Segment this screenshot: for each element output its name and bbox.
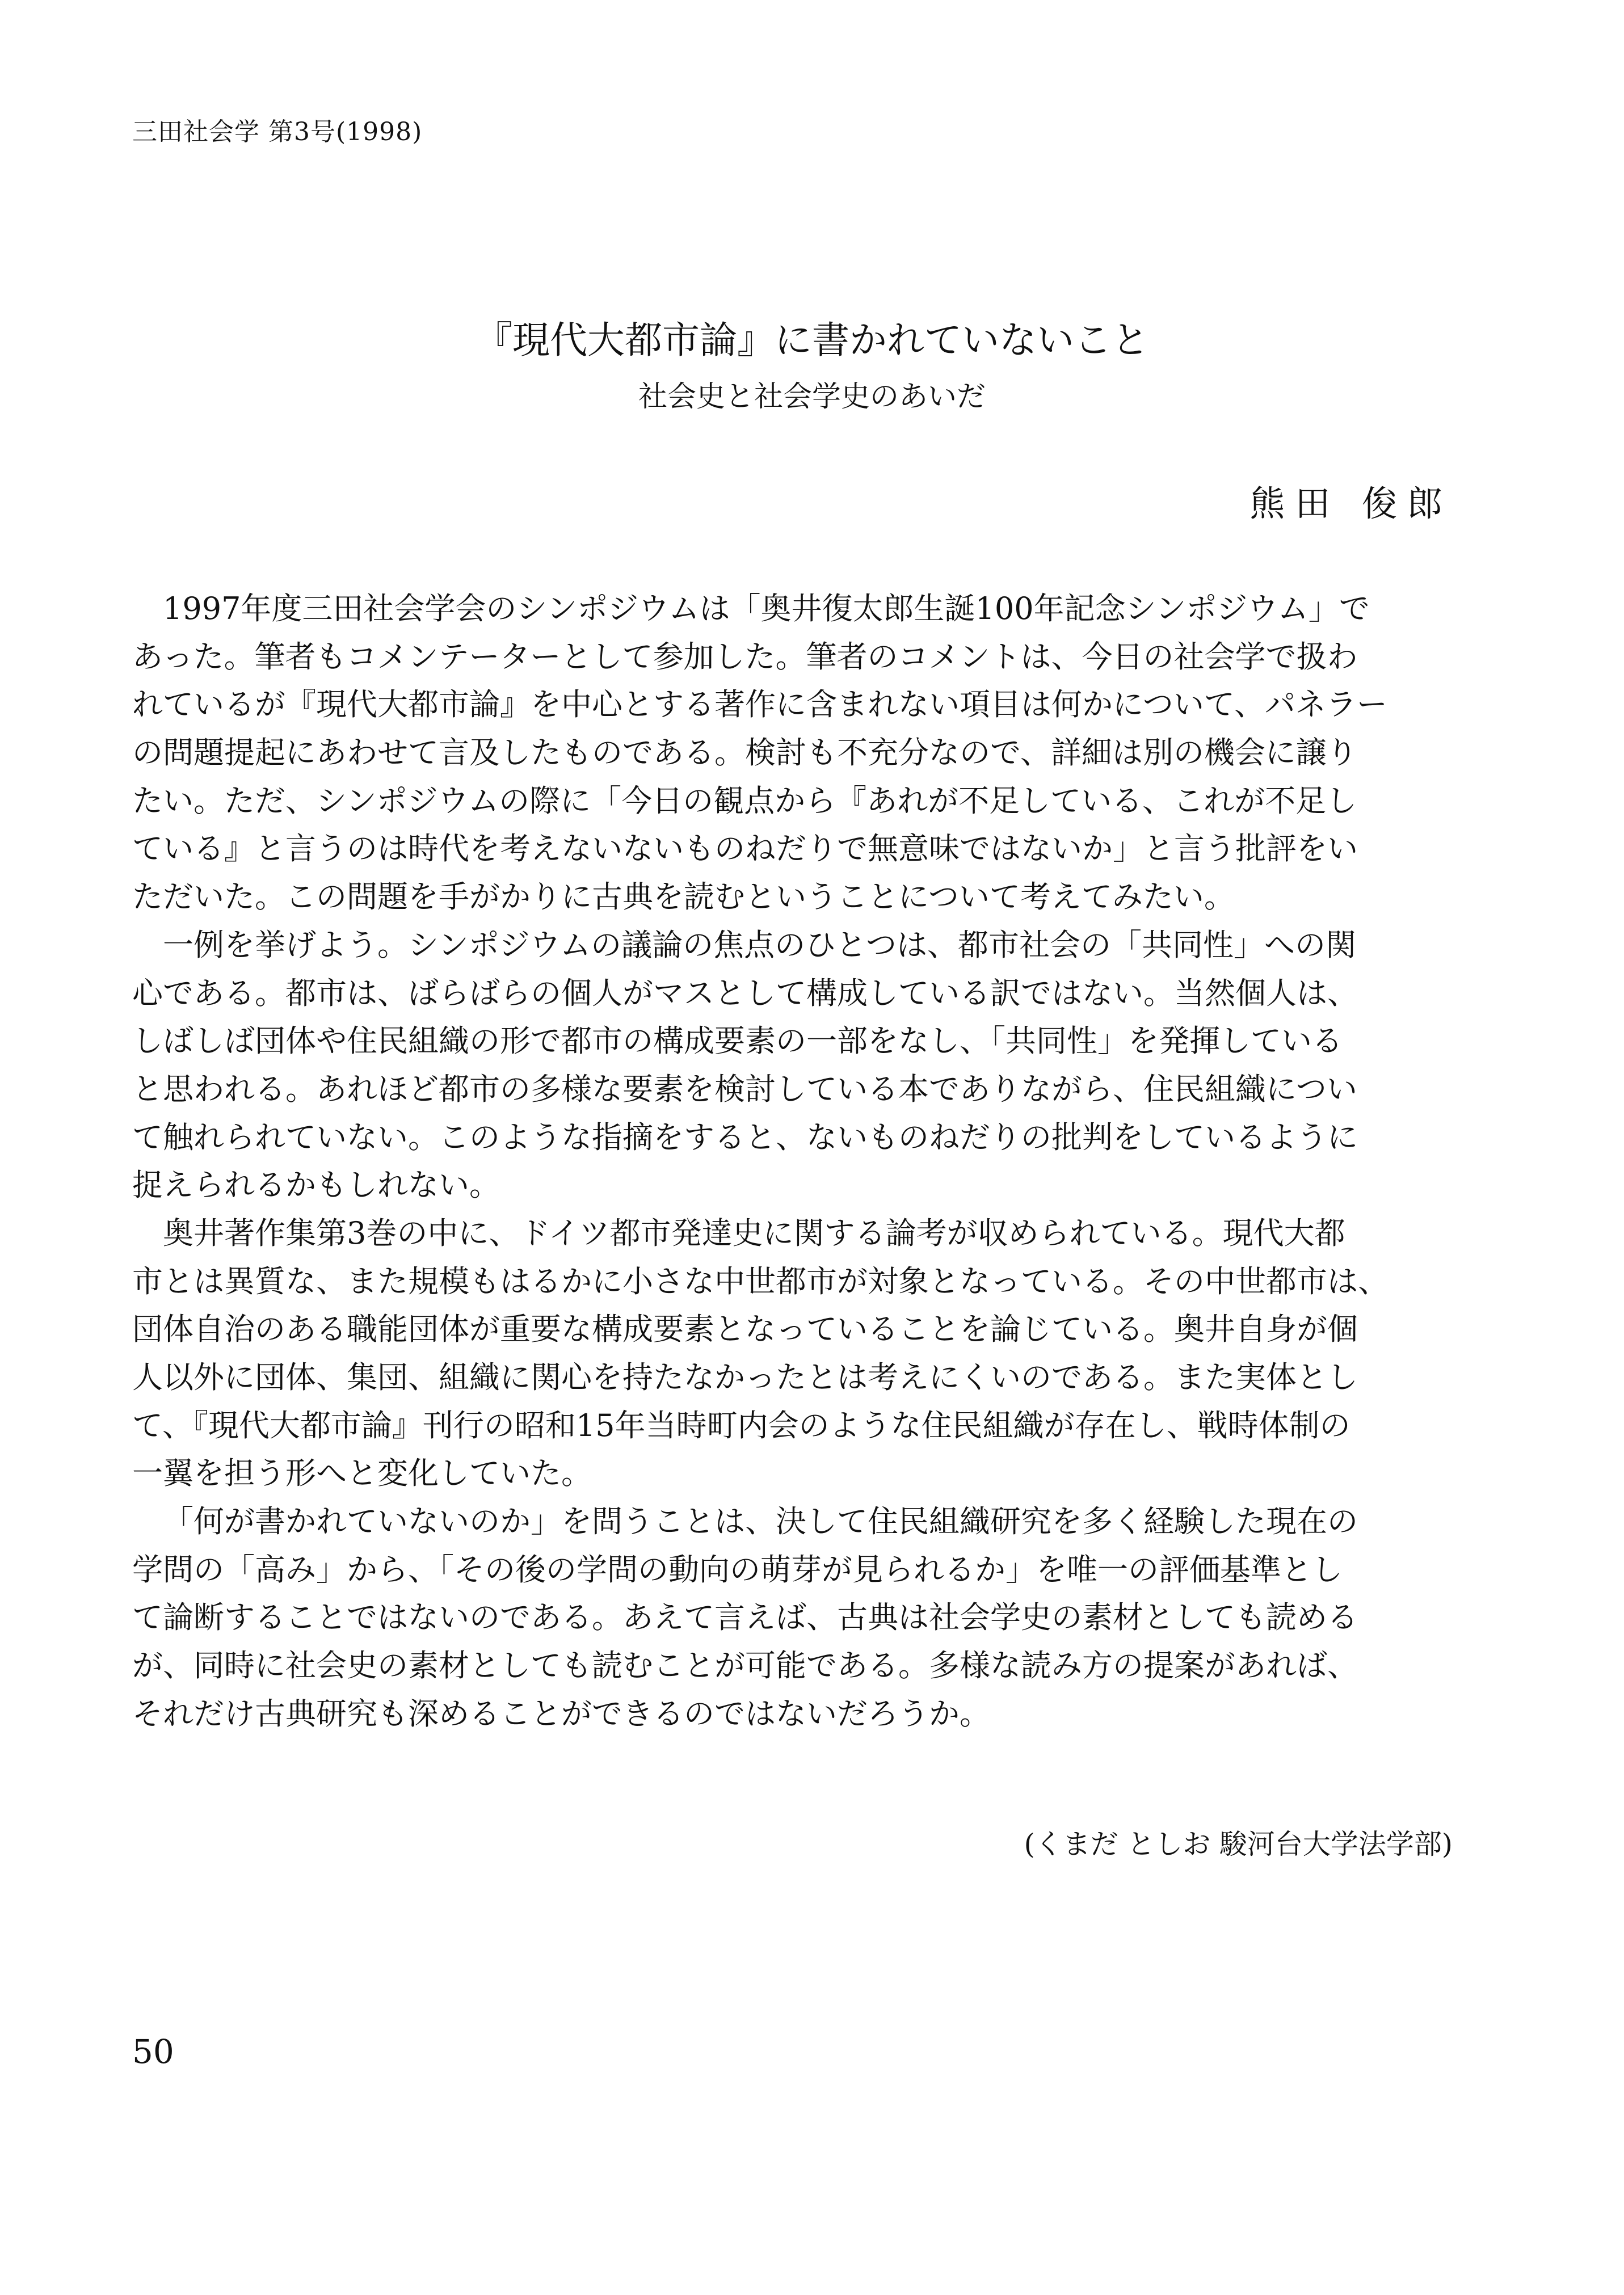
body-line: ている』と言うのは時代を考えないないものねだりで無意味ではないか」と言う批評をい [132,831,1358,867]
body-line: が、同時に社会史の素材としても読むことが可能である。多様な読み方の提案があれば、 [132,1648,1358,1684]
author-name: 熊田 俊郎 [1249,483,1453,524]
body-line: て論断することではないのである。あえて言えば、古典は社会学史の素材としても読める [132,1599,1358,1636]
body-line: 心である。都市は、ばらばらの個人がマスとして構成している訳ではない。当然個人は、 [132,975,1358,1011]
body-line: 捉えられるかもしれない。 [132,1167,500,1203]
body-line: の問題提起にあわせて言及したものである。検討も不充分なので、詳細は別の機会に譲り [132,735,1357,771]
article-title: 『現代大都市論』に書かれていないこと [475,318,1149,362]
body-line: それだけ古典研究も深めることができるのではないだろうか。 [132,1695,990,1732]
body-line: と思われる。あれほど都市の多様な要素を検討している本でありながら、住民組織につい [132,1071,1357,1107]
body-line: 1997年度三田社会学会のシンポジウムは「奥井復太郎生誕100年記念シンポジウム」で [163,591,1370,626]
author-affiliation: (くまだ としお 駿河台大学法学部) [1024,1828,1453,1860]
body-line: たい。ただ、シンポジウムの際に「今日の観点から『あれが不足している、これが不足し [132,782,1357,819]
body-line: て、『現代大都市論』刊行の昭和15年当時町内会のような住民組織が存在し、戦時体制の [132,1407,1350,1443]
body-line: 「何が書かれていないのか」を問うことは、決して住民組織研究を多く経験した現在の [163,1504,1358,1540]
body-line: れているが『現代大都市論』を中心とする著作に含まれない項目は何かについて、パネラー [132,687,1387,723]
body-line: しばしば団体や住民組織の形で都市の構成要素の一部をなし、「共同性」を発揮している [132,1023,1343,1059]
body-line: 団体自治のある職能団体が重要な構成要素となっていることを論じている。奥井自身が個 [132,1311,1358,1347]
body-line: 一例を挙げよう。シンポジウムの議論の焦点のひとつは、都市社会の「共同性」への関 [163,927,1357,963]
body-text [132,585,1471,1738]
body-line: て触れられていない。このような指摘をすると、ないものねだりの批判をしているように [132,1119,1358,1155]
body-line: 学問の「高み」から、「その後の学問の動向の萌芽が見られるか」を唯一の評価基準とし [132,1551,1343,1587]
body-line: あった。筆者もコメンテーターとして参加した。筆者のコメントは、今日の社会学で扱わ [132,638,1358,675]
body-line: ただいた。この問題を手がかりに古典を読むということについて考えてみたい。 [132,879,1235,915]
body-line: 人以外に団体、集団、組織に関心を持たなかったとは考えにくいのである。また実体とし [132,1359,1358,1395]
page-number: 50 [132,2032,174,2071]
body-line: 一翼を担う形へと変化していた。 [132,1455,592,1492]
body-line: 奥井著作集第3巻の中に、ドイツ都市発達史に関する論考が収められている。現代大都 [163,1215,1345,1251]
journal-header: 三田社会学 第3号(1998) [132,117,423,146]
body-line: 市とは異質な、また規模もはるかに小さな中世都市が対象となっている。その中世都市は、 [132,1263,1389,1299]
article-subtitle: 社会史と社会学史のあいだ [638,380,986,414]
